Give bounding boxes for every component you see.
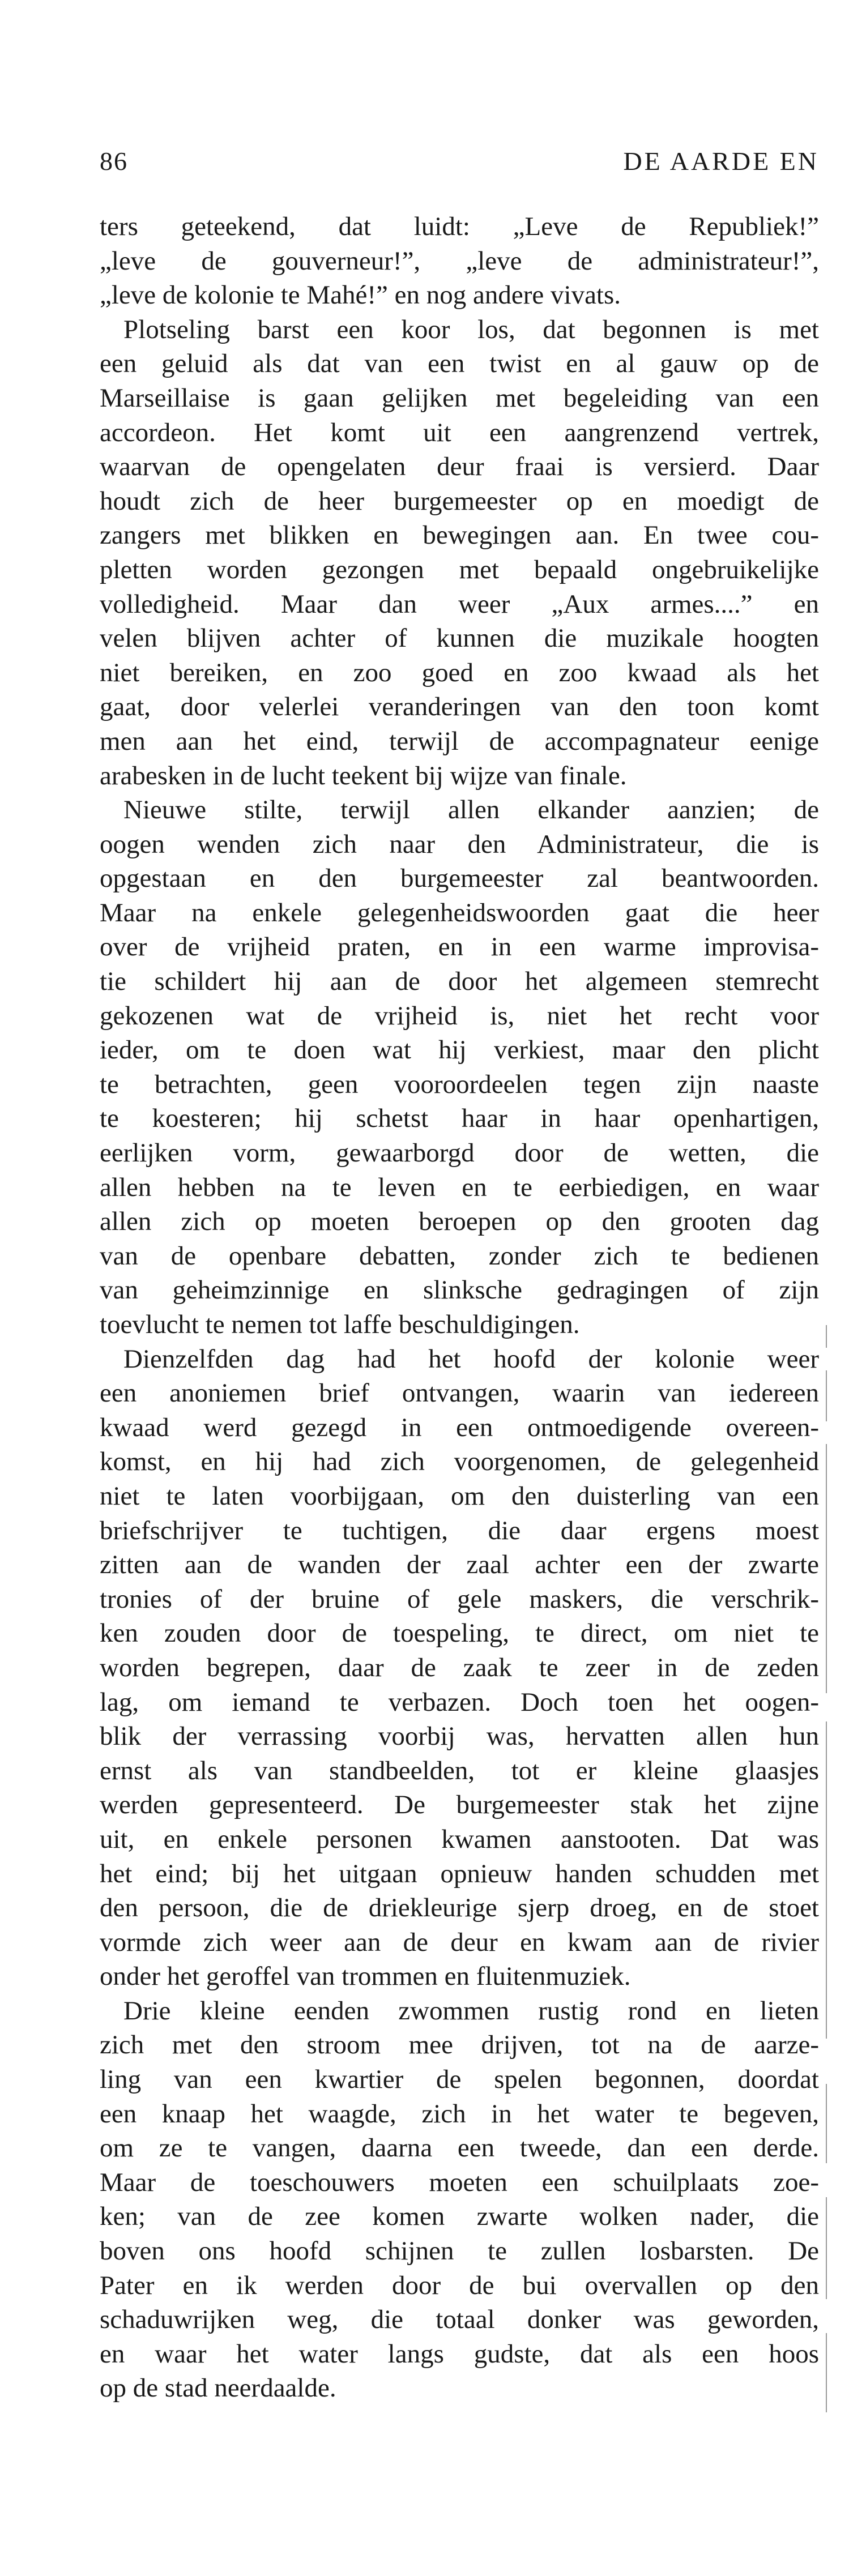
text-line: zich met den stroom mee drijven, tot na de aarze- bbox=[100, 2030, 819, 2060]
text-line: Nieuwe stilte, terwijl allen elkander aanzien; de bbox=[123, 795, 819, 825]
margin-rule bbox=[826, 2333, 827, 2412]
text-line: boven ons hoofd schijnen te zullen losbarsten. De bbox=[100, 2236, 819, 2266]
text-line: Plotseling barst een koor los, dat begonnen is met bbox=[123, 314, 819, 344]
text-line: tronies of der bruine of gele maskers, die verschrik- bbox=[100, 1584, 819, 1614]
text-line: onder het geroffel van trommen en fluitenmuziek. bbox=[100, 1962, 631, 1992]
text-line: allen zich op moeten beroepen op den grooten dag bbox=[100, 1207, 819, 1237]
text-line: accordeon. Het komt uit een aangrenzend vertrek, bbox=[100, 417, 819, 447]
margin-rule bbox=[826, 1370, 827, 1421]
text-line: komst, en hij had zich voorgenomen, de gelegenheid bbox=[100, 1447, 819, 1477]
text-line: uit, en enkele personen kwamen aanstooten. Dat was bbox=[100, 1824, 819, 1854]
text-line: den persoon, die de driekleurige sjerp droeg, en de stoet bbox=[100, 1893, 819, 1923]
text-line: arabesken in de lucht teekent bij wijze van finale. bbox=[100, 761, 627, 791]
text-line: waarvan de opengelaten deur fraai is versierd. Daar bbox=[100, 452, 819, 482]
text-line: ken zouden door de toespeling, te direct, om niet te bbox=[100, 1618, 819, 1648]
text-line: van de openbare debatten, zonder zich te bedienen bbox=[100, 1241, 819, 1271]
text-line: opgestaan en den burgemeester zal beantwoorden. bbox=[100, 864, 819, 894]
text-line: vormde zich weer aan de deur en kwam aan de rivier bbox=[100, 1927, 819, 1957]
text-line: toevlucht te nemen tot laffe beschuldigingen. bbox=[100, 1310, 580, 1339]
running-title: DE AARDE EN bbox=[623, 147, 819, 176]
paragraph bbox=[100, 1994, 819, 2406]
text-line: Pater en ik werden door de bui overvallen op den bbox=[100, 2270, 819, 2300]
text-line: werden gepresenteerd. De burgemeester stak het zijne bbox=[100, 1790, 819, 1820]
text-line: een geluid als dat van een twist en al gauw op de bbox=[100, 349, 819, 379]
text-line: eerlijken vorm, gewaarborgd door de wetten, die bbox=[100, 1138, 819, 1168]
text-line: gaat, door velerlei veranderingen van den toon komt bbox=[100, 692, 819, 722]
text-line: pletten worden gezongen met bepaald ongebruikelijke bbox=[100, 554, 819, 584]
margin-rule bbox=[826, 1325, 827, 1348]
text-line: ken; van de zee komen zwarte wolken nader, die bbox=[100, 2202, 819, 2232]
text-line: allen hebben na te leven en te eerbiedigen, en waar bbox=[100, 1172, 819, 1202]
text-line: houdt zich de heer burgemeester op en moedigt de bbox=[100, 486, 819, 516]
paragraph bbox=[100, 313, 819, 793]
text-line: over de vrijheid praten, en in een warme improvisa- bbox=[100, 932, 819, 962]
paragraph bbox=[100, 793, 819, 1342]
text-line: schaduwrijken weg, die totaal donker was geworden, bbox=[100, 2305, 819, 2335]
text-line: Drie kleine eenden zwommen rustig rond en lieten bbox=[123, 1996, 819, 2026]
text-line: briefschrijver te tuchtigen, die daar ergens moest bbox=[100, 1515, 819, 1545]
margin-rule bbox=[826, 2084, 827, 2163]
margin-rule bbox=[826, 1444, 827, 1693]
text-line: van geheimzinnige en slinksche gedragingen of zijn bbox=[100, 1275, 819, 1305]
text-line: kwaad werd gezegd in een ontmoedigende overeen- bbox=[100, 1412, 819, 1442]
text-line: om ze te vangen, daarna een tweede, dan een derde. bbox=[100, 2133, 819, 2163]
text-line: te koesteren; hij schetst haar in haar openhartigen, bbox=[100, 1104, 819, 1134]
text-line: ernst als van standbeelden, tot er kleine glaasjes bbox=[100, 1755, 819, 1785]
text-line: op de stad neerdaalde. bbox=[100, 2373, 336, 2403]
text-line: een anoniemen brief ontvangen, waarin van iedereen bbox=[100, 1378, 819, 1408]
text-line: niet bereiken, en zoo goed en zoo kwaad als het bbox=[100, 657, 819, 687]
text-line: te betrachten, geen vooroordeelen tegen zijn naaste bbox=[100, 1069, 819, 1099]
text-line: men aan het eind, terwijl de accompagnateur eenige bbox=[100, 726, 819, 756]
body-text bbox=[100, 210, 819, 2406]
text-line: „leve de kolonie te Mahé!” en nog andere vivats. bbox=[100, 280, 621, 310]
text-line: volledigheid. Maar dan weer „Aux armes....” en bbox=[100, 589, 819, 619]
text-line: „leve de gouverneur!”, „leve de administrateur!”, bbox=[100, 246, 819, 276]
paragraph bbox=[100, 210, 819, 313]
page-number: 86 bbox=[100, 147, 128, 176]
margin-rule bbox=[826, 2197, 827, 2299]
text-line: worden begrepen, daar de zaak te zeer in de zeden bbox=[100, 1652, 819, 1682]
text-line: oogen wenden zich naar den Administrateur, die is bbox=[100, 829, 819, 859]
text-line: blik der verrassing voorbij was, hervatten allen hun bbox=[100, 1721, 819, 1751]
paragraph bbox=[100, 1342, 819, 1994]
text-line: niet te laten voorbijgaan, om den duisterling van een bbox=[100, 1481, 819, 1511]
text-line: lag, om iemand te verbazen. Doch toen het oogen- bbox=[100, 1687, 819, 1717]
text-line: ieder, om te doen wat hij verkiest, maar den plicht bbox=[100, 1035, 819, 1065]
margin-rule bbox=[826, 1721, 827, 2039]
text-line: een knaap het waagde, zich in het water te begeven, bbox=[100, 2099, 819, 2129]
text-line: het eind; bij het uitgaan opnieuw handen schudden met bbox=[100, 1859, 819, 1889]
text-line: Marseillaise is gaan gelijken met begeleiding van een bbox=[100, 383, 819, 413]
text-line: Dienzelfden dag had het hoofd der kolonie weer bbox=[123, 1344, 819, 1374]
text-line: gekozenen wat de vrijheid is, niet het recht voor bbox=[100, 1001, 819, 1031]
text-line: tie schildert hij aan de door het algemeen stemrecht bbox=[100, 967, 819, 997]
text-line: zitten aan de wanden der zaal achter een der zwarte bbox=[100, 1550, 819, 1580]
text-line: Maar de toeschouwers moeten een schuilplaats zoe- bbox=[100, 2167, 819, 2197]
running-head bbox=[100, 146, 819, 186]
text-line: Maar na enkele gelegenheidswoorden gaat die heer bbox=[100, 898, 819, 928]
text-line: en waar het water langs gudste, dat als een hoos bbox=[100, 2339, 819, 2369]
text-line: velen blijven achter of kunnen die muzikale hoogten bbox=[100, 623, 819, 653]
text-line: zangers met blikken en bewegingen aan. En twee cou- bbox=[100, 520, 819, 550]
text-line: ters geteekend, dat luidt: „Leve de Republiek!” bbox=[100, 212, 819, 241]
text-line: ling van een kwartier de spelen begonnen, doordat bbox=[100, 2065, 819, 2095]
